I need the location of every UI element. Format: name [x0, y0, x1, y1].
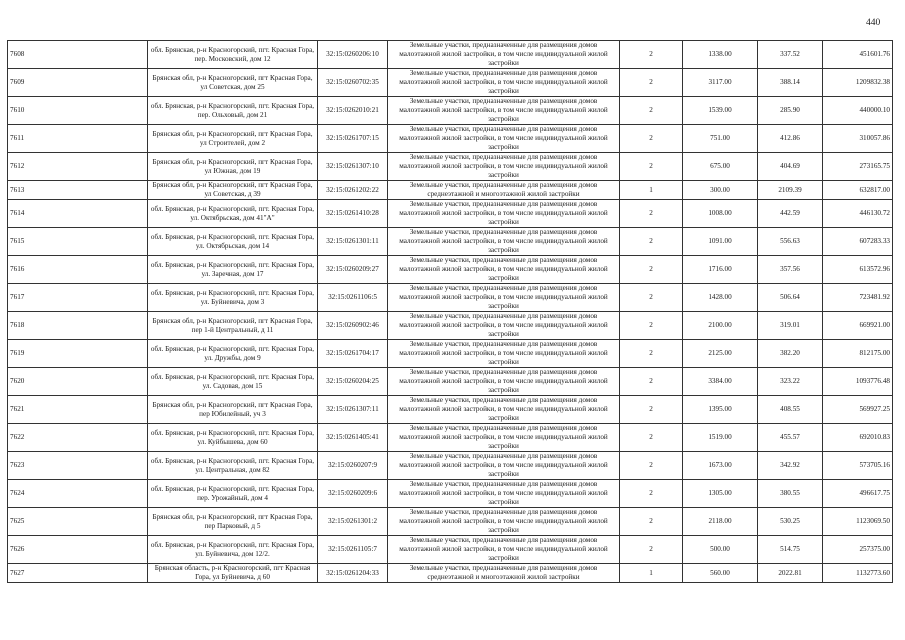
- row-area: 1673.00: [683, 452, 758, 480]
- table-row: [8, 256, 893, 284]
- row-area: 1519.00: [683, 424, 758, 452]
- row-area: 675.00: [683, 153, 758, 181]
- row-specific-value: 2022.81: [758, 564, 823, 583]
- row-cadastral-value: 812175.00: [823, 340, 893, 368]
- row-cadastral-number: 32:15:0260209:6: [318, 480, 388, 508]
- row-address: Брянская обл, р-н Красногорский, пгт Красная Гора, пер 1-й Центральный, д 11: [148, 312, 318, 340]
- row-area: 1305.00: [683, 480, 758, 508]
- row-area: 1008.00: [683, 200, 758, 228]
- row-area: 1539.00: [683, 97, 758, 125]
- row-cadastral-value: 573705.16: [823, 452, 893, 480]
- row-land-use: Земельные участки, предназначенные для размещения домов малоэтажной жилой застройки, в том числе индивидуальной жилой застройки: [388, 508, 620, 536]
- row-group: 2: [620, 256, 683, 284]
- row-number: 7614: [8, 200, 148, 228]
- row-cadastral-value: 669921.00: [823, 312, 893, 340]
- row-area: 2125.00: [683, 340, 758, 368]
- row-number: 7625: [8, 508, 148, 536]
- table-row: [8, 480, 893, 508]
- row-address: обл. Брянская, р-н Красногорский, пгт. Красная Гора, ул. Октябрьская, дом 14: [148, 228, 318, 256]
- row-specific-value: 319.01: [758, 312, 823, 340]
- row-group: 2: [620, 480, 683, 508]
- row-area: 2100.00: [683, 312, 758, 340]
- row-number: 7622: [8, 424, 148, 452]
- row-land-use: Земельные участки, предназначенные для размещения домов малоэтажной жилой застройки, в том числе индивидуальной жилой застройки: [388, 368, 620, 396]
- page-number: 440: [866, 18, 881, 28]
- table-row: [8, 368, 893, 396]
- table-row: [8, 97, 893, 125]
- row-group: 1: [620, 181, 683, 200]
- row-specific-value: 2109.39: [758, 181, 823, 200]
- row-cadastral-value: 273165.75: [823, 153, 893, 181]
- row-address: Брянская обл, р-н Красногорский, пгт Красная Гора, ул Строителей, дом 2: [148, 125, 318, 153]
- row-cadastral-value: 1209832.38: [823, 69, 893, 97]
- row-specific-value: 285.90: [758, 97, 823, 125]
- table-row: [8, 508, 893, 536]
- table-row: [8, 312, 893, 340]
- row-group: 2: [620, 200, 683, 228]
- row-cadastral-number: 32:15:0261707:15: [318, 125, 388, 153]
- row-group: 2: [620, 153, 683, 181]
- row-address: обл. Брянская, р-н Красногорский, пгт. Красная Гора, пер. Московский, дом 12: [148, 41, 318, 69]
- table-row: [8, 424, 893, 452]
- table-row: [8, 200, 893, 228]
- row-specific-value: 323.22: [758, 368, 823, 396]
- row-land-use: Земельные участки, предназначенные для размещения домов малоэтажной жилой застройки, в том числе индивидуальной жилой застройки: [388, 228, 620, 256]
- row-address: Брянская область, р-н Красногорский, пгт Красная Гора, ул Буйневича, д 60: [148, 564, 318, 583]
- row-number: 7616: [8, 256, 148, 284]
- row-area: 1395.00: [683, 396, 758, 424]
- row-group: 2: [620, 284, 683, 312]
- row-land-use: Земельные участки, предназначенные для размещения домов малоэтажной жилой застройки, в том числе индивидуальной жилой застройки: [388, 396, 620, 424]
- row-address: обл. Брянская, р-н Красногорский, пгт. Красная Гора, ул. Садовая, дом 15: [148, 368, 318, 396]
- table-row: [8, 69, 893, 97]
- row-land-use: Земельные участки, предназначенные для размещения домов малоэтажной жилой застройки, в том числе индивидуальной жилой застройки: [388, 480, 620, 508]
- table-row: [8, 284, 893, 312]
- row-land-use: Земельные участки, предназначенные для размещения домов малоэтажной жилой застройки, в том числе индивидуальной жилой застройки: [388, 125, 620, 153]
- row-specific-value: 342.92: [758, 452, 823, 480]
- row-area: 2118.00: [683, 508, 758, 536]
- row-group: 2: [620, 424, 683, 452]
- row-number: 7609: [8, 69, 148, 97]
- row-group: 2: [620, 97, 683, 125]
- row-address: обл. Брянская, р-н Красногорский, пгт. Красная Гора, ул. Дружбы, дом 9: [148, 340, 318, 368]
- row-cadastral-number: 32:15:0260204:25: [318, 368, 388, 396]
- row-group: 2: [620, 228, 683, 256]
- row-number: 7615: [8, 228, 148, 256]
- row-number: 7621: [8, 396, 148, 424]
- row-area: 1428.00: [683, 284, 758, 312]
- row-address: обл. Брянская, р-н Красногорский, пгт. Красная Гора, ул. Куйбышева, дом 60: [148, 424, 318, 452]
- row-land-use: Земельные участки, предназначенные для размещения домов малоэтажной жилой застройки, в том числе индивидуальной жилой застройки: [388, 284, 620, 312]
- row-cadastral-value: 257375.00: [823, 536, 893, 564]
- row-specific-value: 442.59: [758, 200, 823, 228]
- row-number: 7619: [8, 340, 148, 368]
- row-cadastral-number: 32:15:0261704:17: [318, 340, 388, 368]
- row-specific-value: 530.25: [758, 508, 823, 536]
- row-area: 560.00: [683, 564, 758, 583]
- row-land-use: Земельные участки, предназначенные для размещения домов малоэтажной жилой застройки, в том числе индивидуальной жилой застройки: [388, 536, 620, 564]
- row-group: 2: [620, 452, 683, 480]
- row-area: 3384.00: [683, 368, 758, 396]
- row-area: 300.00: [683, 181, 758, 200]
- row-number: 7612: [8, 153, 148, 181]
- row-cadastral-value: 613572.96: [823, 256, 893, 284]
- row-cadastral-value: 723481.92: [823, 284, 893, 312]
- row-cadastral-value: 569927.25: [823, 396, 893, 424]
- row-group: 2: [620, 536, 683, 564]
- row-cadastral-number: 32:15:0261105:7: [318, 536, 388, 564]
- row-land-use: Земельные участки, предназначенные для размещения домов малоэтажной жилой застройки, в том числе индивидуальной жилой застройки: [388, 200, 620, 228]
- row-specific-value: 455.57: [758, 424, 823, 452]
- row-cadastral-value: 1132773.60: [823, 564, 893, 583]
- row-group: 2: [620, 69, 683, 97]
- table-row: [8, 181, 893, 200]
- row-group: 2: [620, 340, 683, 368]
- row-specific-value: 380.55: [758, 480, 823, 508]
- row-number: 7627: [8, 564, 148, 583]
- row-cadastral-number: 32:15:0260209:27: [318, 256, 388, 284]
- row-cadastral-number: 32:15:0261301:2: [318, 508, 388, 536]
- row-address: обл. Брянская, р-н Красногорский, пгт. Красная Гора, ул. Заречная, дом 17: [148, 256, 318, 284]
- row-area: 751.00: [683, 125, 758, 153]
- row-specific-value: 337.52: [758, 41, 823, 69]
- row-address: обл. Брянская, р-н Красногорский, пгт. Красная Гора, пер. Ольховый, дом 21: [148, 97, 318, 125]
- row-cadastral-number: 32:15:0261410:28: [318, 200, 388, 228]
- row-number: 7610: [8, 97, 148, 125]
- row-address: обл. Брянская, р-н Красногорский, пгт. Красная Гора, ул. Центральная, дом 82: [148, 452, 318, 480]
- table-row: [8, 41, 893, 69]
- row-number: 7611: [8, 125, 148, 153]
- row-land-use: Земельные участки, предназначенные для размещения домов малоэтажной жилой застройки, в том числе индивидуальной жилой застройки: [388, 312, 620, 340]
- row-address: Брянская обл, р-н Красногорский, пгт Красная Гора, пер Парковый, д 5: [148, 508, 318, 536]
- row-cadastral-number: 32:15:0260206:10: [318, 41, 388, 69]
- row-cadastral-number: 32:15:0261405:41: [318, 424, 388, 452]
- row-address: обл. Брянская, р-н Красногорский, пгт. Красная Гора, ул. Октябрьская, дом 41"А": [148, 200, 318, 228]
- row-group: 2: [620, 125, 683, 153]
- row-cadastral-number: 32:15:0261106:5: [318, 284, 388, 312]
- row-land-use: Земельные участки, предназначенные для размещения домов малоэтажной жилой застройки, в том числе индивидуальной жилой застройки: [388, 452, 620, 480]
- row-cadastral-number: 32:15:0260702:35: [318, 69, 388, 97]
- row-number: 7618: [8, 312, 148, 340]
- row-cadastral-value: 496617.75: [823, 480, 893, 508]
- row-cadastral-number: 32:15:0261204:33: [318, 564, 388, 583]
- cadastral-value-table: [7, 40, 893, 583]
- row-land-use: Земельные участки, предназначенные для размещения домов малоэтажной жилой застройки, в том числе индивидуальной жилой застройки: [388, 256, 620, 284]
- row-group: 1: [620, 564, 683, 583]
- row-cadastral-number: 32:15:0261202:22: [318, 181, 388, 200]
- row-number: 7623: [8, 452, 148, 480]
- row-cadastral-value: 607283.33: [823, 228, 893, 256]
- row-specific-value: 408.55: [758, 396, 823, 424]
- row-address: Брянская обл, р-н Красногорский, пгт Красная Гора, ул Советская, д 39: [148, 181, 318, 200]
- row-group: 2: [620, 396, 683, 424]
- row-cadastral-value: 310057.86: [823, 125, 893, 153]
- table-row: [8, 452, 893, 480]
- row-cadastral-value: 1093776.48: [823, 368, 893, 396]
- row-number: 7613: [8, 181, 148, 200]
- row-area: 500.00: [683, 536, 758, 564]
- table-row: [8, 153, 893, 181]
- row-cadastral-value: 632817.00: [823, 181, 893, 200]
- row-number: 7626: [8, 536, 148, 564]
- row-cadastral-number: 32:15:0261307:11: [318, 396, 388, 424]
- row-cadastral-number: 32:15:0260902:46: [318, 312, 388, 340]
- row-cadastral-number: 32:15:0260207:9: [318, 452, 388, 480]
- row-address: Брянская обл, р-н Красногорский, пгт Красная Гора, ул Южная, дом 19: [148, 153, 318, 181]
- row-cadastral-value: 440000.10: [823, 97, 893, 125]
- row-cadastral-number: 32:15:0262010:21: [318, 97, 388, 125]
- row-cadastral-value: 451601.76: [823, 41, 893, 69]
- row-land-use: Земельные участки, предназначенные для размещения домов малоэтажной жилой застройки, в том числе индивидуальной жилой застройки: [388, 41, 620, 69]
- row-specific-value: 404.69: [758, 153, 823, 181]
- row-land-use: Земельные участки, предназначенные для размещения домов малоэтажной жилой застройки, в том числе индивидуальной жилой застройки: [388, 340, 620, 368]
- row-specific-value: 514.75: [758, 536, 823, 564]
- row-address: Брянская обл, р-н Красногорский, пгт Красная Гора, ул Советская, дом 25: [148, 69, 318, 97]
- row-area: 1091.00: [683, 228, 758, 256]
- row-specific-value: 556.63: [758, 228, 823, 256]
- row-group: 2: [620, 368, 683, 396]
- table-row: [8, 536, 893, 564]
- row-land-use: Земельные участки, предназначенные для размещения домов малоэтажной жилой застройки, в том числе индивидуальной жилой застройки: [388, 424, 620, 452]
- row-specific-value: 388.14: [758, 69, 823, 97]
- row-group: 2: [620, 312, 683, 340]
- row-area: 3117.00: [683, 69, 758, 97]
- row-cadastral-value: 1123069.50: [823, 508, 893, 536]
- row-number: 7620: [8, 368, 148, 396]
- row-land-use: Земельные участки, предназначенные для размещения домов малоэтажной жилой застройки, в том числе индивидуальной жилой застройки: [388, 97, 620, 125]
- row-address: обл. Брянская, р-н Красногорский, пгт. Красная Гора, ул. Буйневича, дом 12/2.: [148, 536, 318, 564]
- row-group: 2: [620, 41, 683, 69]
- row-specific-value: 506.64: [758, 284, 823, 312]
- row-cadastral-value: 692010.83: [823, 424, 893, 452]
- row-specific-value: 412.86: [758, 125, 823, 153]
- row-land-use: Земельные участки, предназначенные для размещения домов малоэтажной жилой застройки, в том числе индивидуальной жилой застройки: [388, 153, 620, 181]
- row-address: обл. Брянская, р-н Красногорский, пгт. Красная Гора, пер. Урожайный, дом 4: [148, 480, 318, 508]
- row-number: 7624: [8, 480, 148, 508]
- row-cadastral-number: 32:15:0261301:11: [318, 228, 388, 256]
- row-land-use: Земельные участки, предназначенные для размещения домов среднеэтажной и многоэтажной жилой застройки: [388, 181, 620, 200]
- row-cadastral-value: 446130.72: [823, 200, 893, 228]
- row-specific-value: 382.20: [758, 340, 823, 368]
- row-address: Брянская обл, р-н Красногорский, пгт Красная Гора, пер Юбилейный, уч 3: [148, 396, 318, 424]
- table-row: [8, 125, 893, 153]
- table-row: [8, 340, 893, 368]
- row-land-use: Земельные участки, предназначенные для размещения домов среднеэтажной и многоэтажной жилой застройки: [388, 564, 620, 583]
- table-body: [8, 41, 893, 583]
- row-specific-value: 357.56: [758, 256, 823, 284]
- row-land-use: Земельные участки, предназначенные для размещения домов малоэтажной жилой застройки, в том числе индивидуальной жилой застройки: [388, 69, 620, 97]
- table-row: [8, 228, 893, 256]
- row-area: 1338.00: [683, 41, 758, 69]
- row-number: 7617: [8, 284, 148, 312]
- table-row: [8, 396, 893, 424]
- row-address: обл. Брянская, р-н Красногорский, пгт. Красная Гора, ул. Буйневича, дом 3: [148, 284, 318, 312]
- row-number: 7608: [8, 41, 148, 69]
- row-group: 2: [620, 508, 683, 536]
- table-row: [8, 564, 893, 583]
- row-cadastral-number: 32:15:0261307:10: [318, 153, 388, 181]
- row-area: 1716.00: [683, 256, 758, 284]
